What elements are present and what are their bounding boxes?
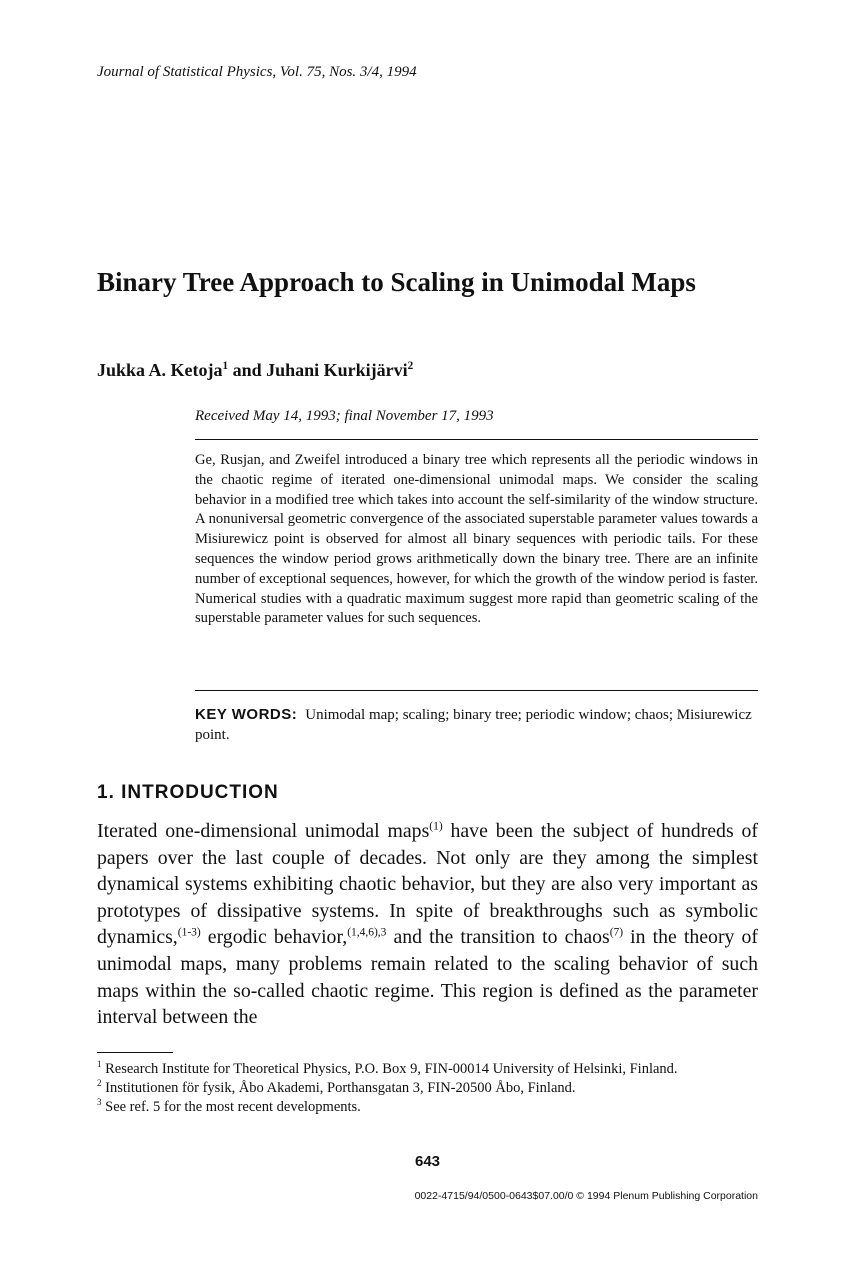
footnote [97, 1098, 758, 1117]
abstract-top-rule [195, 439, 758, 440]
affiliation-mark: 1 [222, 360, 229, 372]
article-title: Binary Tree Approach to Scaling in Unimodal Maps [97, 267, 696, 297]
footnote-text: Institutionen för fysik, Åbo Akademi, Porthansgatan 3, FIN-20500 Åbo, Finland. [105, 1080, 576, 1096]
citation: (7) [609, 926, 624, 939]
introduction-paragraph [97, 818, 758, 1031]
footnote [97, 1060, 758, 1079]
keywords [195, 705, 758, 745]
footnote-mark: 2 [97, 1078, 102, 1089]
page-number: 643 [414, 1153, 441, 1170]
intro-text: Iterated one-dimensional unimodal maps [97, 820, 430, 842]
author-name: Juhani Kurkijärvi [266, 360, 408, 380]
footnote [97, 1079, 758, 1098]
intro-text: in the theory of unimodal maps, many problems remain related to the scaling behavior of such maps within the so-called chaotic regime. This region is defined as the parameter interval between the [97, 926, 758, 1029]
footnotes [97, 1060, 758, 1117]
abstract: Ge, Rusjan, and Zweifel introduced a binary tree which represents all the periodic windows in the chaotic regime of iterated one-dimensional unimodal maps. We consider the scaling behavior in a modified tree which takes into account the self-similarity of the window structure. A nonuniversal geometric convergence of the associated superstable parameter values towards a Misiurewicz point is observed for almost all binary sequences with periodic tails. For these sequences the window period grows arithmetically down the binary tree. There are an infinite number of exceptional sequences, however, for which the growth of the window period is faster. Numerical studies with a quadratic maximum suggest more rapid than geometric scaling of the superstable parameter values for such sequences. [195, 452, 758, 627]
affiliation-mark: 2 [407, 360, 414, 372]
footnote-text: Research Institute for Theoretical Physics, P.O. Box 9, FIN-00014 University of Helsinki, Finland. [105, 1061, 678, 1077]
author-conjunction: and [232, 360, 262, 380]
copyright-line: 0022-4715/94/0500-0643$07.00/0 © 1994 Plenum Publishing Corporation [414, 1190, 758, 1202]
citation: (1,4,6),3 [347, 926, 387, 939]
section-heading: 1. INTRODUCTION [97, 782, 279, 803]
footnote-mark: 1 [97, 1059, 102, 1070]
citation: (1-3) [177, 926, 201, 939]
footnote-text: See ref. 5 for the most recent developments. [105, 1099, 361, 1115]
journal-header: Journal of Statistical Physics, Vol. 75, Nos. 3/4, 1994 [97, 64, 417, 80]
keywords-text: Unimodal map; scaling; binary tree; periodic window; chaos; Misiurewicz point. [195, 707, 752, 743]
citation: (1) [429, 820, 443, 833]
footnote-mark: 3 [97, 1097, 102, 1108]
footnote-rule [97, 1052, 173, 1053]
intro-text: and the transition to chaos [386, 926, 610, 949]
author-line [97, 360, 413, 381]
abstract-bottom-rule [195, 690, 758, 691]
intro-text: ergodic behavior, [200, 926, 348, 949]
author-name: Jukka A. Ketoja [97, 360, 223, 380]
keywords-label: KEY WORDS: [195, 706, 298, 723]
intro-text: have been the subject of hundreds of papers over the last couple of decades. Not only are they among the simplest dynamical systems exhibiting chaotic behavior, but they are also very important as prototypes of dissipative systems. In spite of breakthroughs such as symbolic dynamics, [97, 820, 758, 949]
received-dates: Received May 14, 1993; final November 17, 1993 [195, 408, 494, 424]
